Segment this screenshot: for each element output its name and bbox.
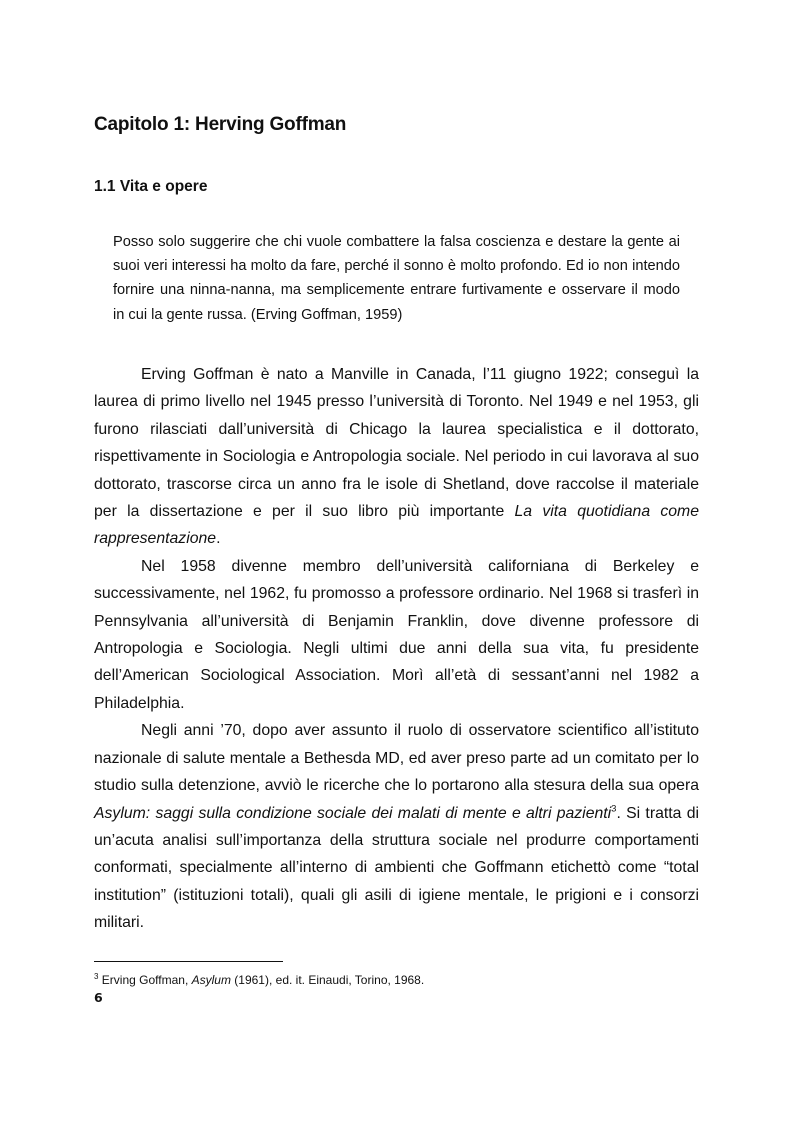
chapter-title: Capitolo 1: Herving Goffman <box>94 114 347 135</box>
body-text <box>94 361 699 937</box>
paragraph-biography <box>94 361 699 553</box>
epigraph-quote: Posso solo suggerire che chi vuole combattere la falsa coscienza e destare la gente ai suoi veri interessi ha molto da fare, perché il sonno è molto profondo. Ed io non intendo fornire una ninna-nanna, ma semplicemente entrare furtivamente e osservare il modo in cui la gente russa. (Erving Goffman, 1959) <box>113 234 680 323</box>
footnote-reference[interactable]: 3 <box>611 803 617 815</box>
book-title: La vita quotidiana come rappresentazione <box>94 503 699 548</box>
footnote-text: Erving Goffman, <box>98 973 192 987</box>
footnote-text: (1961), ed. it. Einaudi, Torino, 1968. <box>230 973 425 987</box>
paragraph-text: . Si tratta di un’acuta analisi sull’importanza della struttura sociale nel produrre comportamenti conformati, specialmente all’interno di ambienti che Goffmann etichettò come “total institution” (istituzioni totali), quali gli asili di igiene mentale, le prigioni e i consorzi militari. <box>94 804 699 932</box>
footnote-marker: 3 <box>94 972 99 981</box>
section-title: 1.1 Vita e opere <box>94 178 208 195</box>
footnote-book-title: Asylum <box>191 973 231 987</box>
footnote <box>94 972 424 988</box>
book-title: Asylum: saggi sulla condizione sociale dei malati di mente e altri pazienti <box>94 804 612 822</box>
page-number: 6 <box>94 990 103 1005</box>
footnote-separator <box>94 961 283 962</box>
paragraph-asylum <box>94 717 699 936</box>
paragraph-text: Negli anni ’70, dopo aver assunto il ruolo di osservatore scientifico all’istituto nazionale di salute mentale a Bethesda MD, ed aver preso parte ad un comitato per lo studio sulla detenzione, avviò le ricerche che lo portarono alla stesura della sua opera <box>94 722 699 795</box>
paragraph-text: . <box>216 530 221 548</box>
paragraph-career: Nel 1958 divenne membro dell’università californiana di Berkeley e successivamente, nel 1962, fu promosso a professore ordinario. Nel 1968 si trasferì in Pennsylvania all’università di Benjamin Franklin, dove divenne professore di Antropologia e Sociologia. Negli ultimi due anni della sua vita, fu presidente dell’American Sociological Association. Morì all’età di sessant’anni nel 1982 a Philadelphia. <box>94 557 699 712</box>
paragraph-text: Erving Goffman è nato a Manville in Canada, l’11 giugno 1922; conseguì la laurea di primo livello nel 1945 presso l’università di Toronto. Nel 1949 e nel 1953, gli furono rilasciati dall’università di Chicago la laurea specialistica e il dottorato, rispettivamente in Sociologia e Antropologia sociale. Nel periodo in cui lavorava al suo dottorato, trascorse circa un anno fra le isole di Shetland, dove raccolse il materiale per la dissertazione e per il suo libro più importante <box>94 366 699 521</box>
